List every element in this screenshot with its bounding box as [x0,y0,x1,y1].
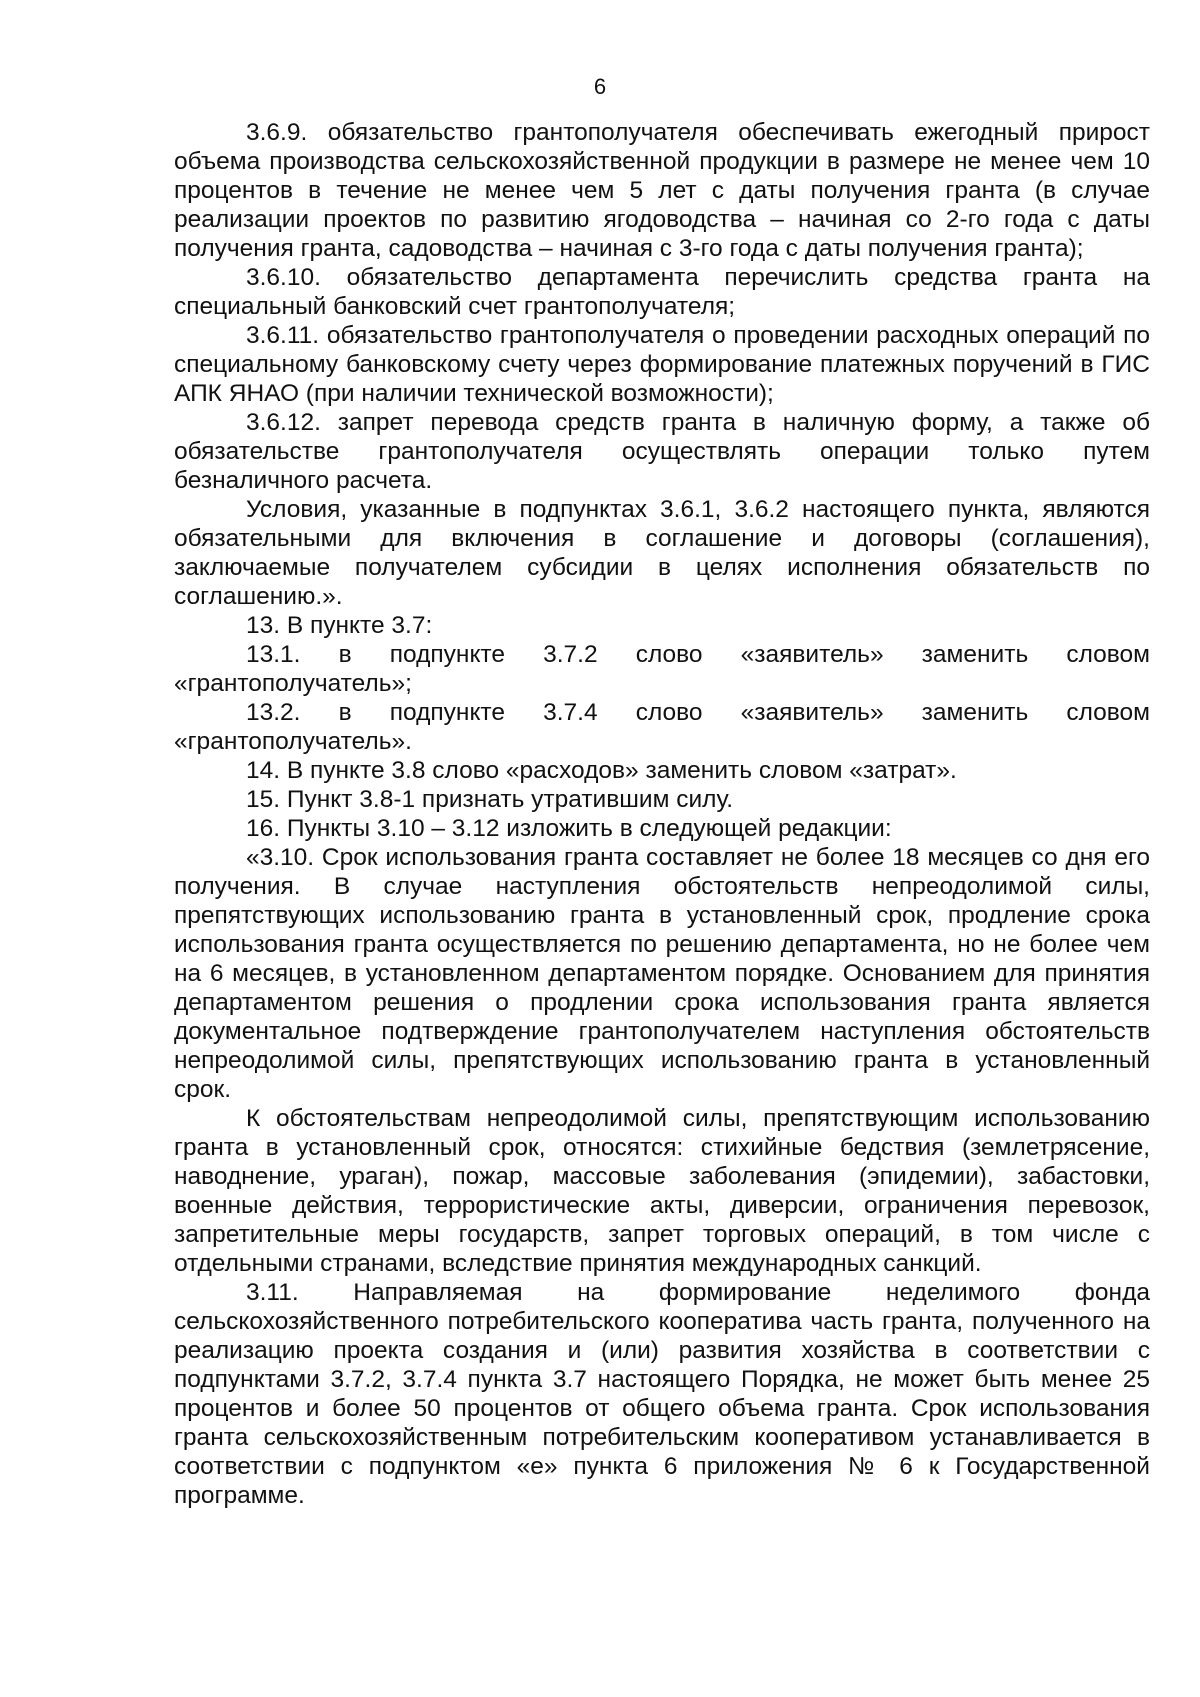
paragraph-3-11: 3.11. Направляемая на формирование неделимого фонда сельскохозяйственного потребительского кооператива часть гранта, полученного на реализацию проекта создания и (или) развития хозяйства в соответствии с подпунктами 3.7.2, 3.7.4 пункта 3.7 настоящего Порядка, не может быть менее 25 процентов и более 50 процентов от общего объема гранта. Срок использования гранта сельскохозяйственным потребительским кооперативом устанавливается в соответствии с подпунктом «е» пункта 6 приложения № 6 к Государственной программе. [174,1279,1150,1509]
paragraph-item-15: 15. Пункт 3.8-1 признать утратившим силу. [246,786,734,813]
paragraph-item-16: 16. Пункты 3.10 – 3.12 изложить в следующей редакции: [246,815,892,842]
paragraph-3-6-10: 3.6.10. обязательство департамента перечислить средства гранта на специальный банковский счет грантополучателя; [174,264,1150,320]
paragraph-conditions: Условия, указанные в подпунктах 3.6.1, 3.6.2 настоящего пункта, являются обязательными для включения в соглашение и договоры (соглашения), заключаемые получателем субсидии в целях исполнения обязательств по соглашению.». [174,496,1150,610]
paragraph-item-13-1: 13.1. в подпункте 3.7.2 слово «заявитель» заменить словом «грантополучатель»; [174,641,1150,697]
paragraph-3-6-11: 3.6.11. обязательство грантополучателя о проведении расходных операций по специальному банковскому счету через формирование платежных поручений в ГИС АПК ЯНАО (при наличии технической возможности); [174,322,1150,407]
paragraph-item-13: 13. В пункте 3.7: [246,612,433,639]
paragraph-3-10: «3.10. Срок использования гранта составляет не более 18 месяцев со дня его получения. В случае наступления обстоятельств непреодолимой силы, препятствующих использованию гранта в установленный срок, продление срока использования гранта осуществляется по решению департамента, но не более чем на 6 месяцев, в установленном департаментом порядке. Основанием для принятия департаментом решения о продлении срока использования гранта является документальное подтверждение грантополучателем наступления обстоятельств непреодолимой силы, препятствующих использованию гранта в установленный срок. [174,844,1150,1103]
paragraph-3-6-9: 3.6.9. обязательство грантополучателя обеспечивать ежегодный прирост объема производства сельскохозяйственной продукции в размере не менее чем 10 процентов в течение не менее чем 5 лет с даты получения гранта (в случае реализации проектов по развитию ягодоводства – начиная со 2-го года с даты получения гранта, садоводства – начиная с 3-го года с даты получения гранта); [174,119,1150,262]
paragraph-item-14: 14. В пункте 3.8 слово «расходов» заменить словом «затрат». [246,757,957,784]
paragraph-item-13-2: 13.2. в подпункте 3.7.4 слово «заявитель» заменить словом «грантополучатель». [174,699,1150,755]
document-body [174,118,1150,1510]
page-number: 6 [593,74,607,99]
paragraph-3-6-12: 3.6.12. запрет перевода средств гранта в наличную форму, а также об обязательстве грантополучателя осуществлять операции только путем безналичного расчета. [174,409,1150,494]
paragraph-force-majeure: К обстоятельствам непреодолимой силы, препятствующим использованию гранта в установленный срок, относятся: стихийные бедствия (землетрясение, наводнение, ураган), пожар, массовые заболевания (эпидемии), забастовки, военные действия, террористические акты, диверсии, ограничения перевозок, запретительные меры государств, запрет торговых операций, в том числе с отдельными странами, вследствие принятия международных санкций. [174,1105,1150,1277]
